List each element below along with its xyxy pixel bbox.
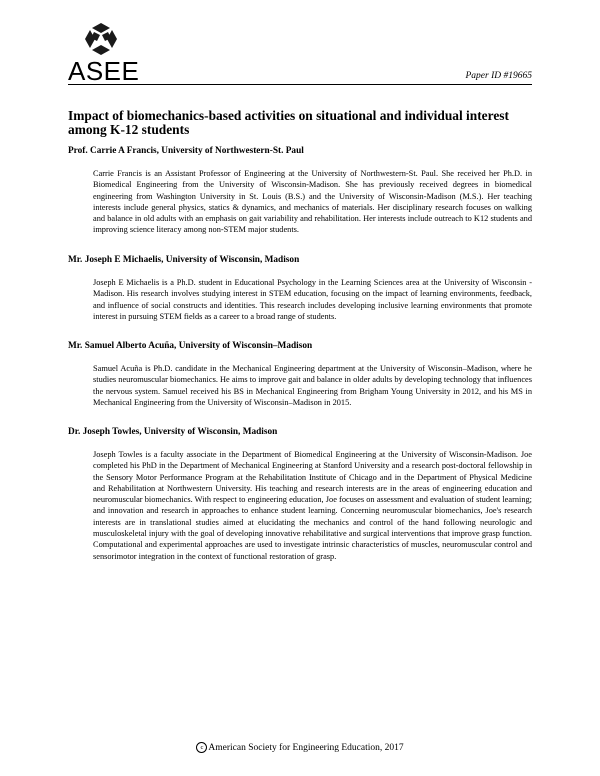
author-block-2 — [68, 255, 532, 322]
asee-logo-text: ASEE — [68, 56, 140, 86]
author-name: Dr. Joseph Towles, University of Wisconsin, Madison — [68, 427, 278, 437]
author-block-1 — [68, 146, 532, 236]
paper-id: Paper ID #19665 — [465, 71, 532, 81]
author-name: Prof. Carrie A Francis, University of Northwestern-St. Paul — [68, 146, 304, 156]
author-bio: Joseph E Michaelis is a Ph.D. student in Educational Psychology in the Learning Sciences area at the University of Wisconsin - Madison. His research involves studying interest in STEM education, focusing on the impact of learning environments, feedback, and influence of social constructs and identities. This research includes developing inclusive learning environments that promote interest in pursuing STEM fields as a career to a broad range of students. — [93, 278, 532, 321]
author-bio: Carrie Francis is an Assistant Professor of Engineering at the University of Northwestern-St. Paul. She received her Ph.D. in Biomedical Engineering from the University of Wisconsin-Madison. She has previously received degrees in biomedical engineering from Washington University in St. Louis (B.S.) and the University of Wisconsin-Madison (M.S.). Her teaching interests include general physics, statics & dynamics, and mechanics of materials. Her disciplinary research focuses on walking and balance in old adults with an emphasis on gait variability and rehabilitation. Her interests include outreach to K12 students and improving science literacy among non-STEM major students. — [93, 169, 532, 235]
paper-title: Impact of biomechanics-based activities on situational and individual interest among K-12 students — [68, 108, 509, 137]
author-name: Mr. Joseph E Michaelis, University of Wisconsin, Madison — [68, 255, 300, 265]
author-block-3 — [68, 341, 532, 408]
asee-logo — [68, 22, 140, 88]
header-divider — [68, 84, 532, 85]
author-block-4 — [68, 427, 532, 562]
author-name: Mr. Samuel Alberto Acuña, University of Wisconsin–Madison — [68, 341, 313, 351]
copyright-icon: c — [196, 742, 207, 753]
asee-logo-mark-icon — [84, 22, 118, 56]
author-bio: Samuel Acuña is Ph.D. candidate in the Mechanical Engineering department at the University of Wisconsin–Madison, where he studies neuromuscular biomechanics. He aims to improve gait and balance in older adults by developing technology that influences the nervous system. Samuel received his BS in Mechanical Engineering from Brigham Young University in 2012, and his MS in Mechanical Engineering from the University of Wisconsin–Madison in 2015. — [93, 364, 532, 407]
copyright-text: American Society for Engineering Education, 2017 — [208, 743, 404, 753]
copyright-footer — [0, 742, 600, 753]
author-bio: Joseph Towles is a faculty associate in the Department of Biomedical Engineering at the University of Wisconsin-Madison. Joe completed his PhD in the Department of Mechanical Engineering at Stanford University and a research post-doctoral fellowship in the Sensory Motor Performance Program at the Rehabilitation Institute of Chicago and in the Department of Physical Medicine and Rehabilitation at Northwestern University. His teaching and research interests are in the areas of engineering education and neuromuscular biomechanics. With respect to engineering education, Joe focuses on assessment and evaluation of student learning; and innovation and research in approaches to enhance student learning. Concerning neuromuscular biomechanics, Joe's research interests are in translational studies aimed at elucidating the mechanics and control of the hand following neurologic and musculoskeletal injury with the goal of developing innovative rehabilitative and surgical interventions that improve grasp function. Computational and experimental approaches are used to investigate intrinsic characteristics of muscles, neuromuscular control and sensorimotor integration in the context of functional restoration of grasp. — [93, 450, 532, 561]
